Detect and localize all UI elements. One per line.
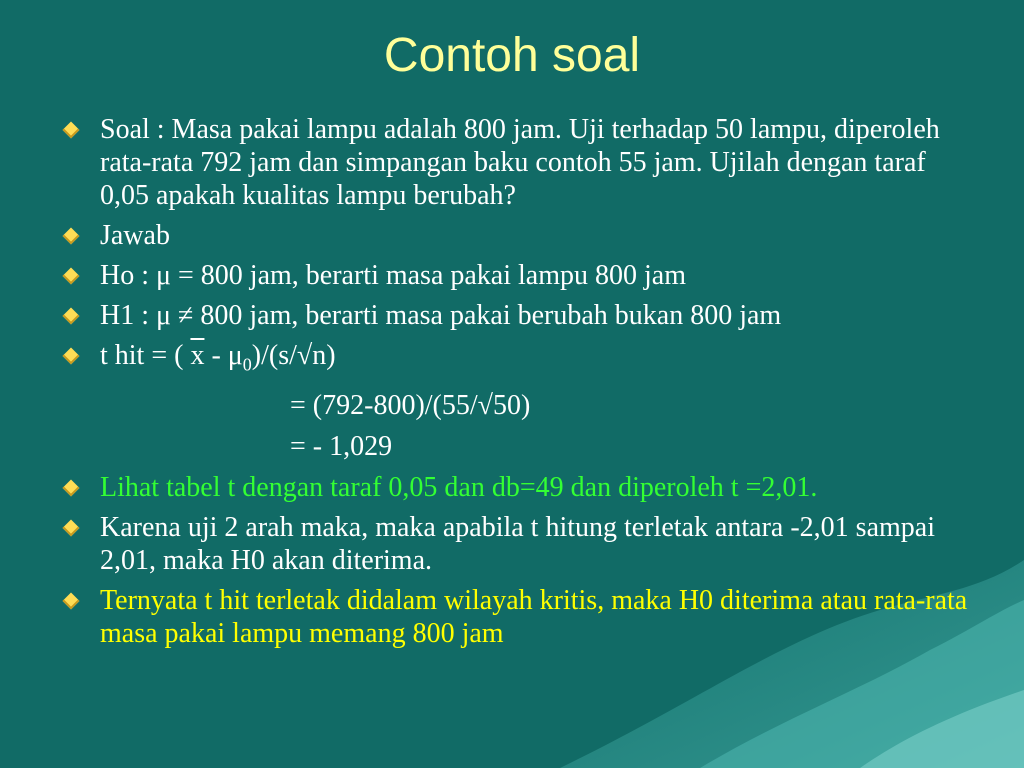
t-hit-prefix: t hit = ( [100, 340, 184, 371]
diamond-bullet-icon [63, 479, 80, 496]
ternyata-text: Ternyata t hit terletak didalam wilayah kritis, maka H0 diterima atau rata-rata masa pakai lampu memang 800 jam [100, 584, 968, 649]
t-hit-mu-subscript: 0 [242, 354, 252, 375]
diamond-bullet-icon [63, 308, 80, 325]
diamond-bullet-icon [63, 268, 80, 285]
x-bar-symbol: $\overline{x}$ [190, 340, 205, 371]
slide-title: Contoh soal [383, 29, 641, 82]
t-hit-suffix: )/(s/√n) [251, 340, 336, 371]
list-item-t-hit [58, 339, 978, 382]
diamond-bullet-icon [63, 592, 80, 609]
list-item-jawab [58, 219, 978, 252]
jawab-text: Jawab [100, 220, 170, 251]
calc-line-2: = - 1,029 [290, 430, 393, 462]
ho-text: Ho : μ = 800 jam, berarti masa pakai lampu 800 jam [100, 260, 686, 291]
calc-line-1: = (792-800)/(55/√50) [290, 389, 531, 421]
tabel-text: Lihat tabel t dengan taraf 0,05 dan db=49 dan diperoleh t =2,01. [100, 471, 818, 503]
list-item-h1 [58, 299, 978, 332]
list-item-ho [58, 259, 978, 292]
list-item-ternyata [58, 584, 978, 650]
karena-text: Karena uji 2 arah maka, maka apabila t hitung terletak antara -2,01 sampai 2,01, maka H0 akan diterima. [100, 511, 935, 576]
diamond-bullet-icon [63, 228, 80, 245]
list-item-karena [58, 511, 978, 577]
h1-text: H1 : μ ≠ 800 jam, berarti masa pakai berubah bukan 800 jam [100, 300, 782, 331]
list-item-soal [58, 113, 978, 212]
list-item-tabel [58, 471, 978, 504]
diamond-bullet-icon [63, 348, 80, 365]
t-hit-mu: - μ [204, 340, 243, 371]
diamond-bullet-icon [63, 122, 80, 139]
content-list [58, 113, 978, 657]
diamond-bullet-icon [63, 519, 80, 536]
soal-text: Soal : Masa pakai lampu adalah 800 jam. Uji terhadap 50 lampu, diperoleh rata-rata 792 jam dan simpangan baku contoh 55 jam. Ujilah dengan taraf 0,05 apakah kualitas lampu berubah? [100, 114, 940, 211]
